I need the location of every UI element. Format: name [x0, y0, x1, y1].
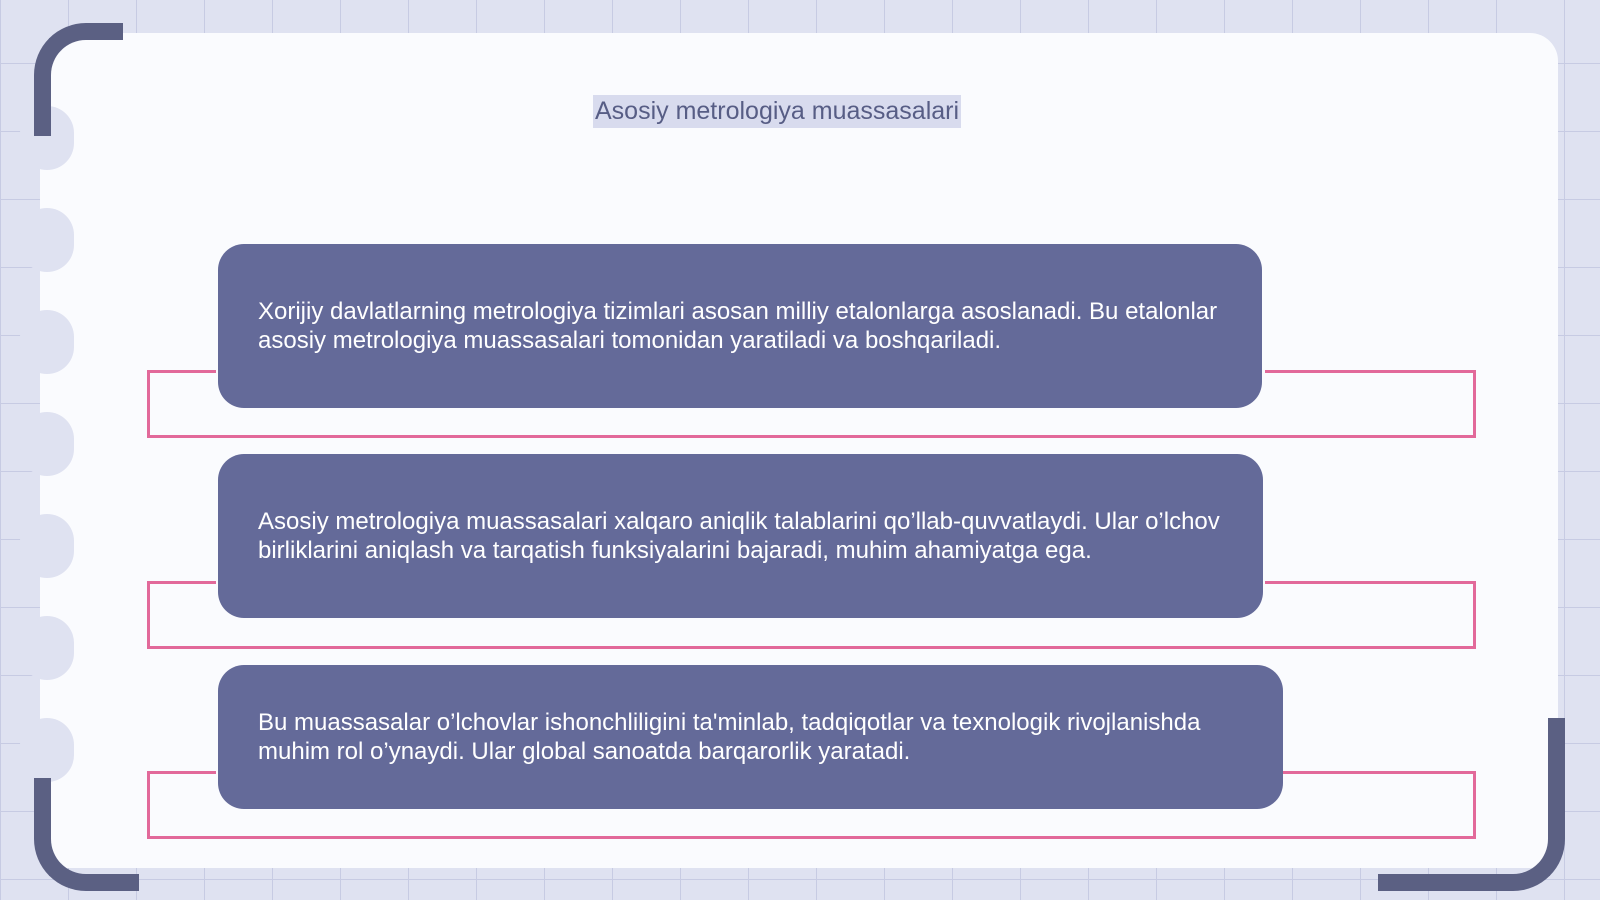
frame-line — [1265, 370, 1473, 373]
slide-title: Asosiy metrologiya muassasalari — [593, 95, 961, 128]
paper-edge-notch — [20, 412, 74, 476]
info-card-1 — [218, 244, 1262, 408]
paper-edge-notch — [20, 514, 74, 578]
frame-line — [150, 370, 216, 373]
info-card-3 — [218, 665, 1283, 809]
paper-edge-notch — [20, 310, 74, 374]
corner-bracket-top-left — [34, 23, 123, 136]
paper-edge-notch — [20, 616, 74, 680]
paper-edge-notch — [20, 208, 74, 272]
info-card-text: Asosiy metrologiya muassasalari xalqaro aniqlik talablarini qo’llab-quvvatlaydi. Ular o’lchov birliklarini aniqlash va tarqatish funksiyalarini bajaradi, muhim ahamiyatga ega. — [258, 508, 1220, 564]
info-card-text: Bu muassasalar o’lchovlar ishonchliligini ta'minlab, tadqiqotlar va texnologik rivojlanishda muhim rol o’ynaydi. Ular global sanoatda barqarorlik yaratadi. — [258, 709, 1201, 765]
paper-edge-notch — [20, 718, 74, 782]
frame-line — [150, 771, 216, 774]
corner-bracket-bottom-left — [34, 778, 139, 891]
frame-line — [1265, 581, 1473, 584]
frame-line — [150, 581, 216, 584]
info-card-text: Xorijiy davlatlarning metrologiya tizimlari asosan milliy etalonlarga asoslanadi. Bu etalonlar asosiy metrologiya muassasalari tomonidan yaratiladi va boshqariladi. — [258, 298, 1218, 354]
frame-line — [1265, 771, 1473, 774]
info-card-2 — [218, 454, 1263, 618]
